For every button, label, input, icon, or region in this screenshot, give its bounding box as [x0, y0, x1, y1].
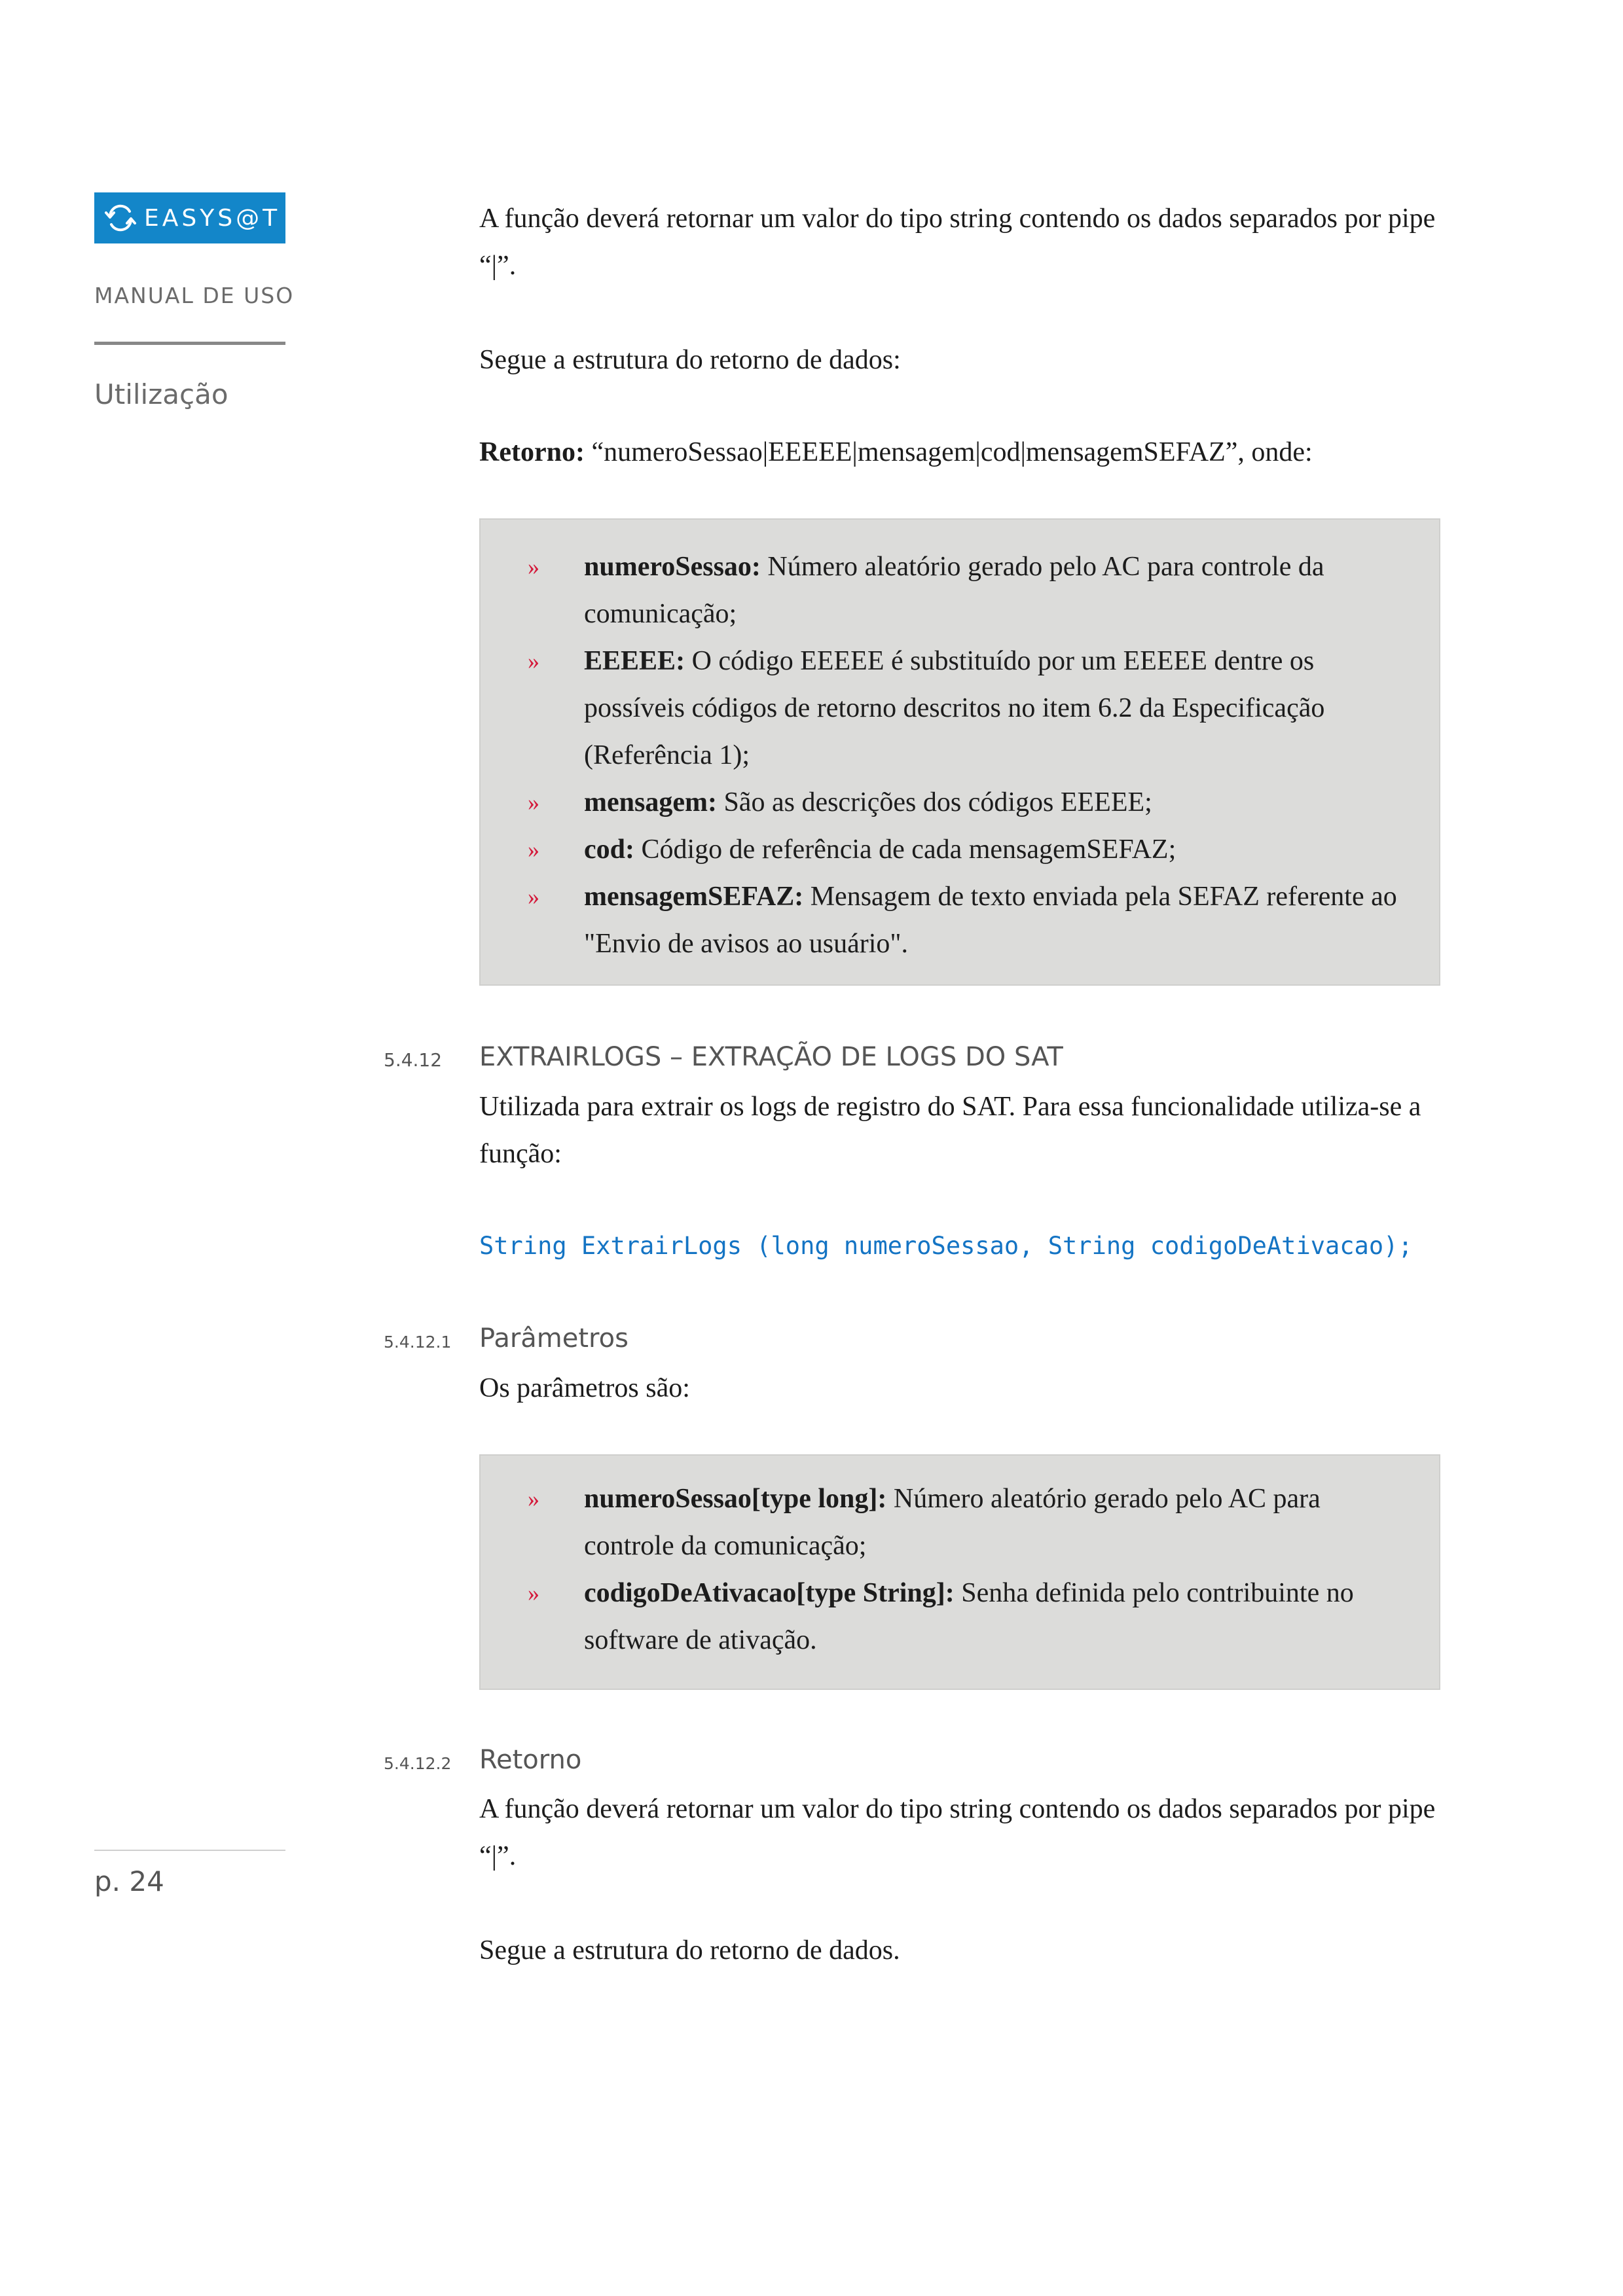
- list-item: [481, 1475, 1439, 1570]
- subsection-title: Parâmetros: [479, 1323, 629, 1354]
- bullet-icon: »: [528, 554, 539, 580]
- bullet-icon: »: [528, 884, 539, 910]
- structure-paragraph: Segue a estrutura do retorno de dados:: [479, 345, 901, 375]
- section-title: EXTRAIRLOGS – EXTRAÇÃO DE LOGS DO SAT: [479, 1042, 1063, 1072]
- list-item: [481, 826, 1439, 873]
- item-desc: São as descrições dos códigos EEEEE;: [716, 787, 1152, 817]
- section-label: Utilização: [94, 378, 228, 410]
- item-desc: Código de referência de cada mensagemSEFAZ;: [634, 834, 1176, 865]
- section-paragraph: Utilizada para extrair os logs de registro do SAT. Para essa funcionalidade utiliza-se a função:: [479, 1092, 1421, 1169]
- return-fields-box: [479, 518, 1440, 986]
- bullet-icon: »: [528, 648, 539, 674]
- return-paragraph: A função deverá retornar um valor do tipo string contendo os dados separados por pipe “|”.: [479, 204, 1436, 281]
- item-desc: Mensagem de texto enviada pela SEFAZ referente ao "Envio de avisos ao usuário".: [584, 882, 1397, 959]
- item-term: codigoDeAtivacao[type String]:: [584, 1578, 955, 1608]
- list-item: [481, 779, 1439, 826]
- item-term: numeroSessao:: [584, 552, 761, 582]
- return-label: Retorno:: [479, 437, 585, 467]
- list-item: [481, 637, 1439, 779]
- bullet-icon: »: [528, 1580, 539, 1606]
- brand-logo: [94, 192, 285, 243]
- parameters-box: [479, 1454, 1440, 1690]
- item-term: mensagemSEFAZ:: [584, 882, 804, 912]
- page-number: p. 24: [94, 1865, 164, 1897]
- bullet-icon: »: [528, 1486, 539, 1512]
- item-term: mensagem:: [584, 787, 717, 817]
- logo-text: EASYS@T: [144, 204, 281, 232]
- sidebar-divider: [94, 342, 285, 345]
- subsection-number: 5.4.12.2: [384, 1754, 452, 1773]
- item-term: numeroSessao[type long]:: [584, 1484, 887, 1514]
- item-term: EEEEE:: [584, 646, 685, 676]
- return-paragraph: A função deverá retornar um valor do tipo string contendo os dados separados por pipe “|”.: [479, 1794, 1436, 1871]
- bullet-icon: »: [528, 789, 539, 816]
- item-desc: O código EEEEE é substituído por um EEEEE dentre os possíveis códigos de retorno descritos no item 6.2 da Especificação (Referência 1);: [584, 646, 1325, 770]
- sync-icon: [103, 201, 137, 235]
- bullet-icon: »: [528, 836, 539, 863]
- subsection-number: 5.4.12.1: [384, 1333, 452, 1352]
- return-format: “numeroSessao|EEEEE|mensagem|cod|mensagemSEFAZ”, onde:: [584, 437, 1313, 467]
- parameters-paragraph: Os parâmetros são:: [479, 1373, 690, 1403]
- structure-paragraph: Segue a estrutura do retorno de dados.: [479, 1935, 900, 1965]
- section-number: 5.4.12: [384, 1049, 443, 1071]
- item-desc: Senha definida pelo contribuinte no software de ativação.: [584, 1578, 1354, 1655]
- subsection-title: Retorno: [479, 1745, 582, 1775]
- manual-label: MANUAL DE USO: [94, 283, 295, 308]
- item-desc: Número aleatório gerado pelo AC para controle da comunicação;: [584, 552, 1324, 629]
- item-desc: Número aleatório gerado pelo AC para controle da comunicação;: [584, 1484, 1321, 1561]
- return-format-line: [479, 429, 1442, 476]
- list-item: [481, 543, 1439, 637]
- item-term: cod:: [584, 834, 634, 865]
- code-signature: String ExtrairLogs (long numeroSessao, String codigoDeAtivacao);: [479, 1232, 1413, 1260]
- list-item: [481, 1570, 1439, 1664]
- footer-divider: [94, 1850, 285, 1851]
- list-item: [481, 873, 1439, 967]
